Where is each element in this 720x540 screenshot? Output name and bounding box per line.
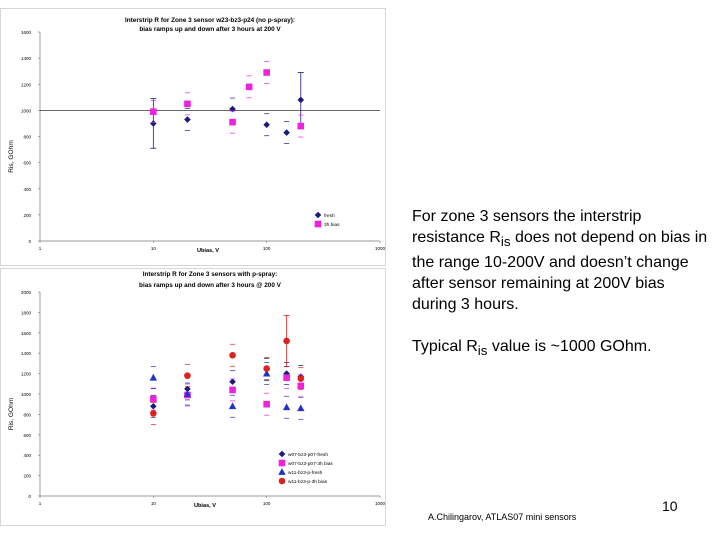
y-axis-label: Ris, GOhm (8, 140, 15, 173)
slide-number: 10 (662, 498, 678, 514)
x-tick-label: 1000 (374, 246, 386, 251)
data-point (283, 374, 290, 381)
y-tick-label: 200 (23, 212, 31, 218)
data-point (229, 119, 236, 126)
data-point (297, 123, 304, 130)
data-point (297, 375, 304, 382)
y-tick-label: 600 (23, 160, 31, 166)
data-point (150, 108, 157, 115)
paragraph-1 (412, 206, 708, 315)
data-point (246, 84, 253, 91)
y-axis-label: Ris, GOhm (8, 397, 15, 431)
legend-marker (279, 478, 286, 485)
y-tick-label: 800 (23, 134, 31, 140)
chart-title-line-1: Interstrip R for Zone 3 sensor w23-bz3-p24 (no p-spray): (124, 17, 296, 24)
chart-title-line-1: Interstrip R for Zone 3 sensors with p-spray: (142, 271, 278, 278)
x-axis-label: Ubias, V (193, 503, 217, 509)
chart-title-line-2: bias ramps up and down after 3 hours @ 200 V (139, 282, 281, 289)
chart-1 (0, 8, 386, 266)
y-tick-label: 400 (23, 453, 31, 459)
y-tick-label: 1400 (20, 351, 31, 357)
data-point (263, 401, 270, 408)
x-tick-label: 10 (150, 246, 156, 251)
paragraph-1-start: For zone 3 sensors the interstrip resistance R (412, 208, 642, 246)
paragraph-2-start: Typical R (412, 338, 478, 356)
y-tick-label: 1200 (20, 82, 31, 88)
legend-label: 3h bias (324, 223, 340, 228)
data-point (150, 410, 157, 417)
x-tick-label: 1 (38, 246, 42, 251)
x-tick-label: 10 (150, 501, 156, 506)
y-tick-label: 600 (23, 432, 31, 438)
footer-credit: A.Chilingarov, ATLAS07 mini sensors (428, 512, 577, 522)
subscript-is-2: is (477, 343, 488, 359)
data-point (184, 372, 191, 379)
x-tick-label: 100 (262, 501, 271, 506)
chart-title-line-2: bias ramps up and down after 3 hours at 200 V (139, 26, 281, 33)
x-tick-label: 1000 (374, 501, 386, 506)
data-point (297, 383, 304, 390)
legend-label: fresh (324, 214, 335, 219)
legend-label: w07-bz3-p07-3h bias (288, 462, 333, 467)
x-tick-label: 1 (38, 501, 42, 506)
x-tick-label: 100 (262, 246, 271, 251)
chart-frame (1, 269, 386, 526)
paragraph-2 (412, 336, 708, 361)
data-point (150, 396, 157, 403)
y-tick-label: 1200 (20, 371, 31, 377)
y-tick-label: 2000 (20, 290, 31, 295)
paragraph-1-end: does not depend on bias in the range 10-200V and doesn’t change after sensor remaining at 200V bias during 3 hours. (412, 229, 708, 314)
data-point (184, 101, 191, 108)
data-point (263, 365, 270, 372)
legend-label: w07-bz3-p07-fresh (288, 453, 328, 458)
y-tick-label: 1000 (20, 108, 31, 114)
legend-marker (315, 221, 322, 228)
x-axis-label: Ubias, V (196, 248, 220, 254)
y-tick-label: 1600 (20, 30, 31, 35)
y-tick-label: 0 (28, 494, 31, 499)
paragraph-2-end: value is ~1000 GOhm. (487, 338, 652, 356)
y-tick-label: 1600 (20, 330, 31, 336)
subscript-is-1: is (500, 234, 511, 250)
y-tick-label: 1000 (20, 392, 31, 397)
y-tick-label: 1400 (20, 56, 31, 62)
y-tick-label: 0 (28, 239, 31, 244)
y-tick-label: 200 (23, 473, 31, 479)
legend-marker (279, 460, 286, 467)
data-point (283, 338, 290, 345)
data-point (229, 352, 236, 359)
text-panel (412, 206, 708, 361)
legend-label: w11-bz3-p-3h bias (288, 480, 328, 485)
data-point (263, 69, 270, 76)
legend-label: w11-bz3-p-fresh (288, 471, 323, 476)
y-tick-label: 800 (23, 412, 31, 418)
data-point (229, 387, 236, 394)
y-tick-label: 1800 (20, 310, 31, 316)
chart-2 (0, 268, 386, 526)
y-tick-label: 400 (23, 186, 31, 192)
